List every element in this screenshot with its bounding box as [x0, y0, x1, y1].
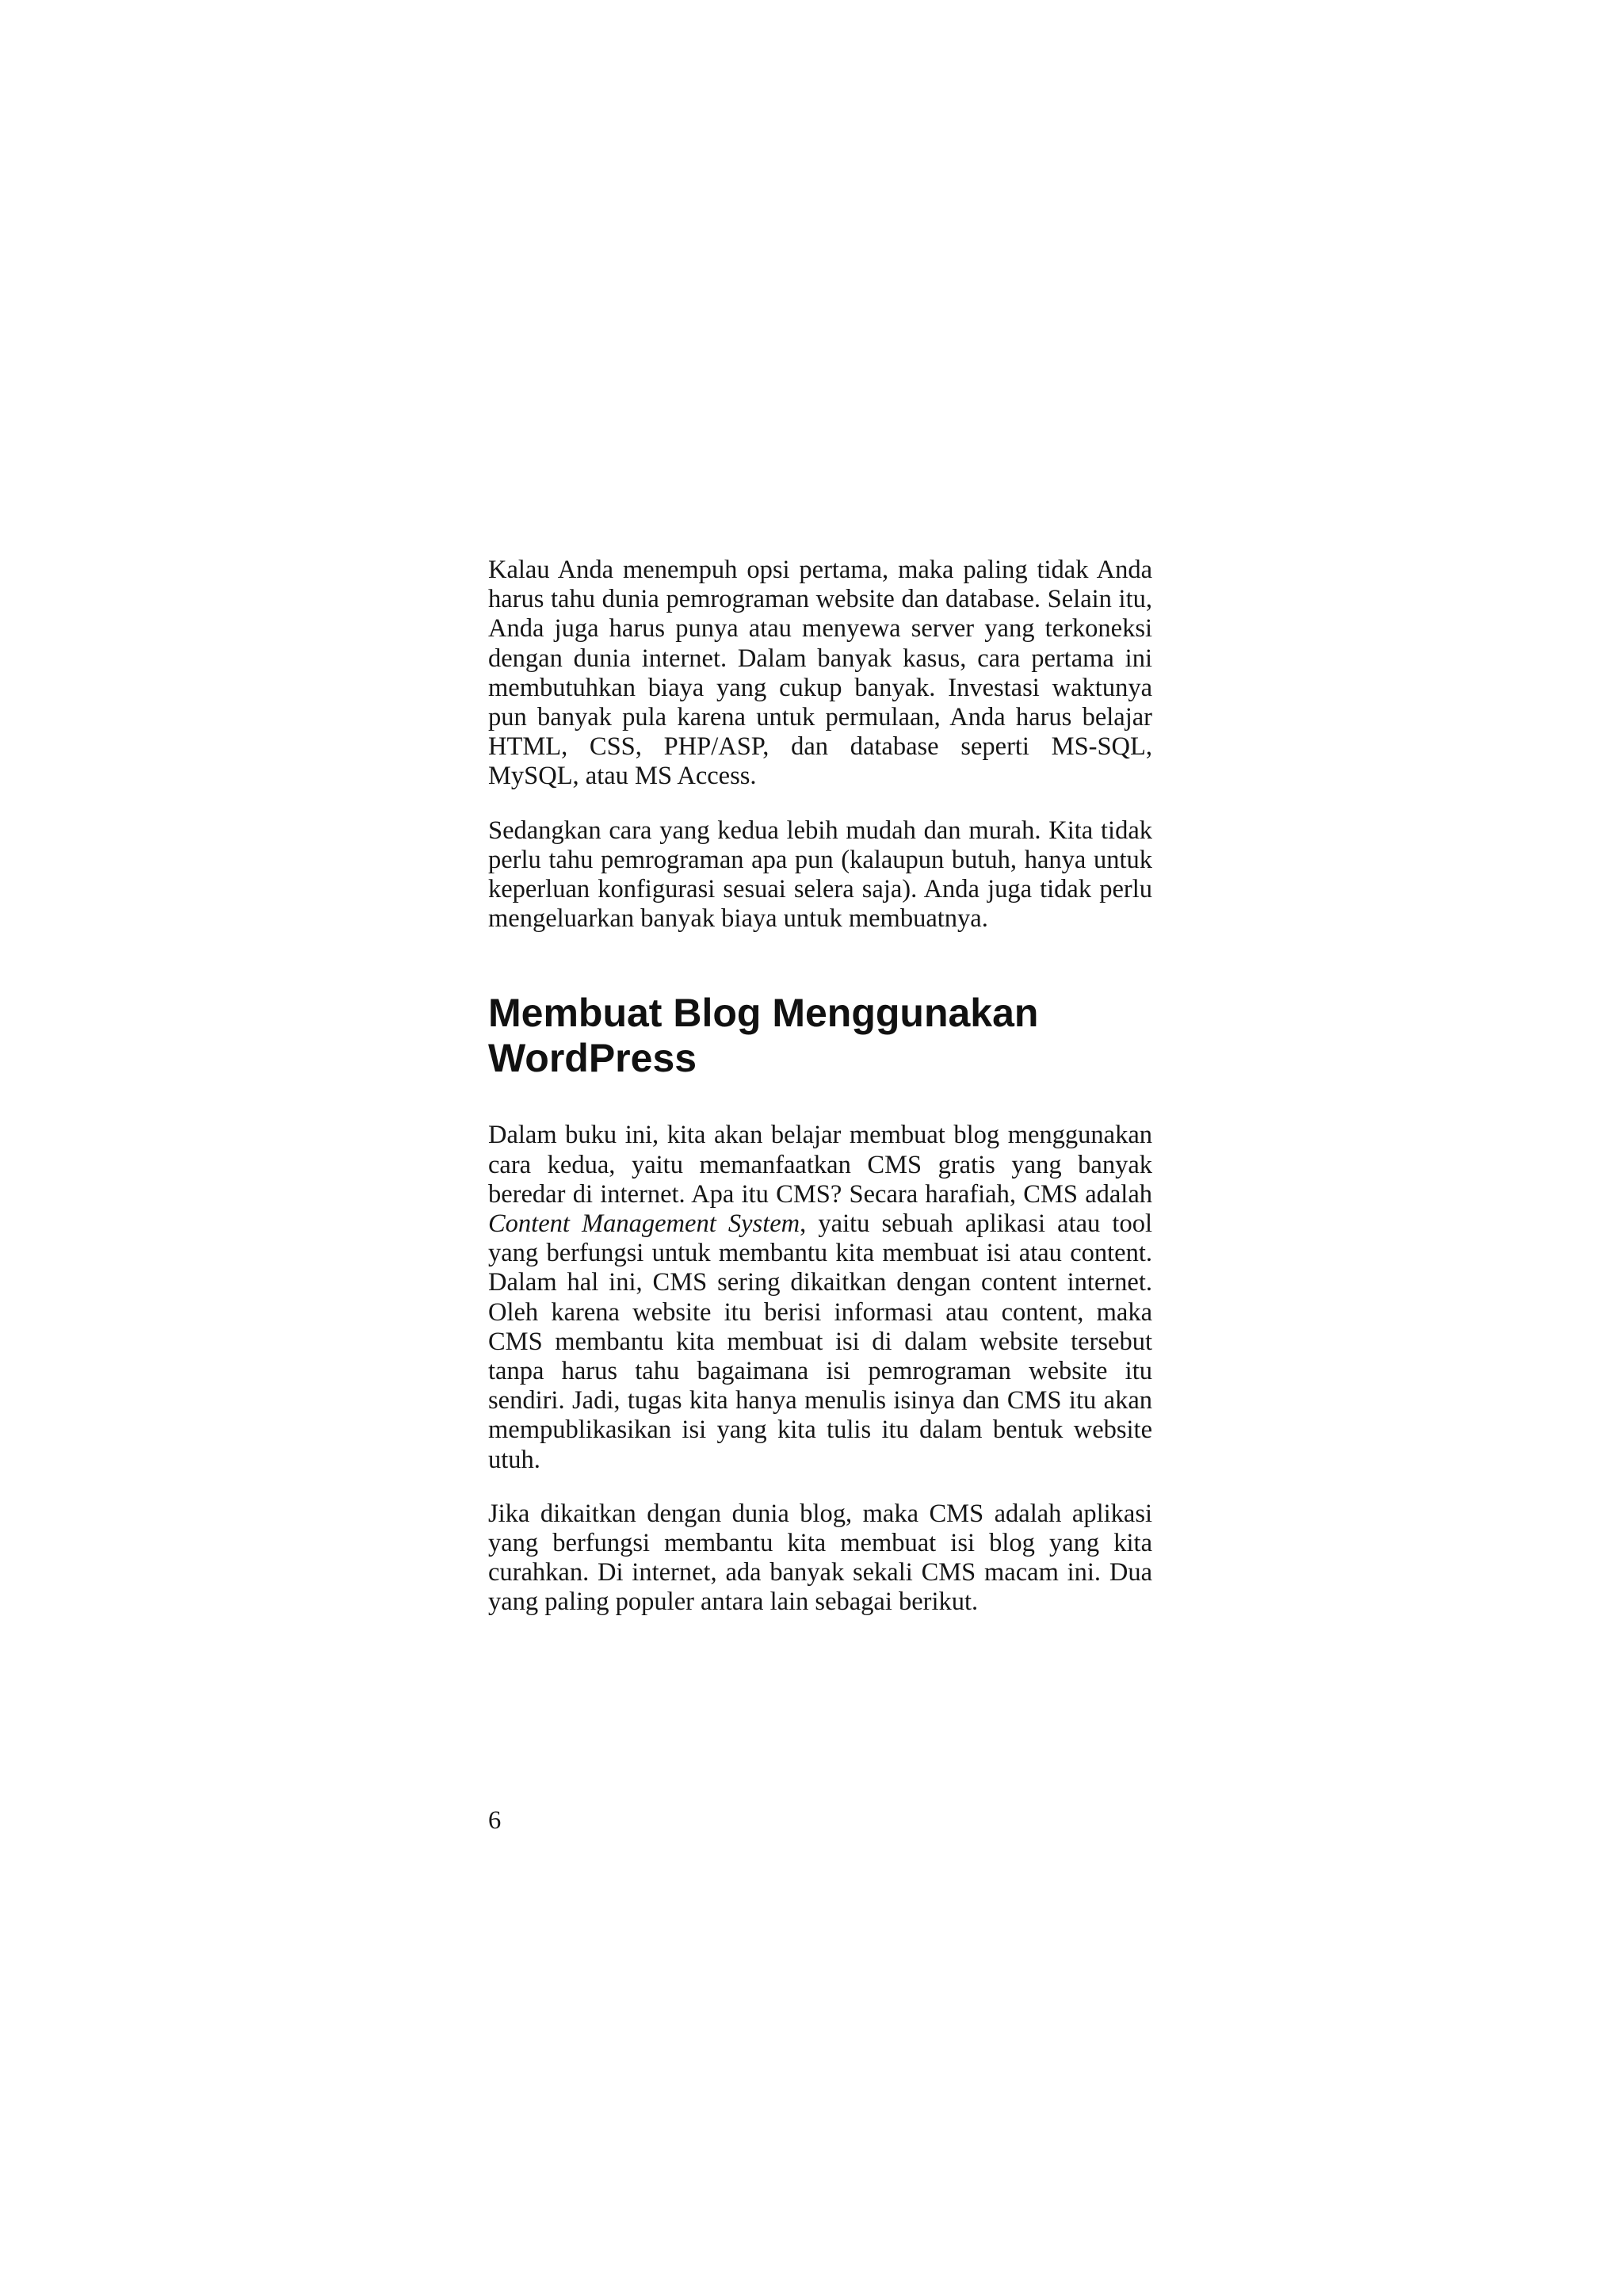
section-heading: Membuat Blog Menggunakan WordPress	[488, 991, 1039, 1081]
page-number: 6	[488, 1806, 502, 1835]
cms-intro-text-start: Dalam buku ini, kita akan belajar membuat blog menggunakan cara kedua, yaitu memanfaatkan CMS gratis yang banyak beredar di internet. Apa itu CMS? Secara harafiah, CMS adalah	[488, 1121, 1152, 1209]
paragraph-cms-blog: Jika dikaitkan dengan dunia blog, maka CMS adalah aplikasi yang berfungsi membantu kita membuat isi blog yang kita curahkan. Di internet, ada banyak sekali CMS macam ini. Dua yang paling populer antara lain sebagai berikut.	[488, 1499, 1152, 1617]
cms-intro-text-end: , yaitu sebuah aplikasi atau tool yang berfungsi untuk membantu kita membuat isi atau content. Dalam hal ini, CMS sering dikaitkan dengan content internet. Oleh karena website itu berisi informasi atau content, maka CMS membantu kita membuat isi di dalam website tersebut tanpa harus tahu bagaimana isi pemrograman website itu sendiri. Jadi, tugas kita hanya menulis isinya dan CMS itu akan mempublikasikan isi yang kita tulis itu dalam bentuk website utuh.	[488, 1209, 1152, 1474]
paragraph-option-one: Kalau Anda menempuh opsi pertama, maka paling tidak Anda harus tahu dunia pemrograman website dan database. Selain itu, Anda juga harus punya atau menyewa server yang terkoneksi dengan dunia internet. Dalam banyak kasus, cara pertama ini membutuhkan biaya yang cukup banyak. Investasi waktunya pun banyak pula karena untuk permulaan, Anda harus belajar HTML, CSS, PHP/ASP, dan database seperti MS-SQL, MySQL, atau MS Access.	[488, 556, 1152, 791]
paragraph-option-two: Sedangkan cara yang kedua lebih mudah dan murah. Kita tidak perlu tahu pemrograman apa pun (kalaupun butuh, hanya untuk keperluan konfigurasi sesuai selera saja). Anda juga tidak perlu mengeluarkan banyak biaya untuk membuatnya.	[488, 816, 1152, 934]
cms-definition-emphasis: Content Management System	[488, 1209, 800, 1239]
text-column	[488, 556, 1152, 1618]
paragraph-cms-intro	[488, 1121, 1152, 1474]
